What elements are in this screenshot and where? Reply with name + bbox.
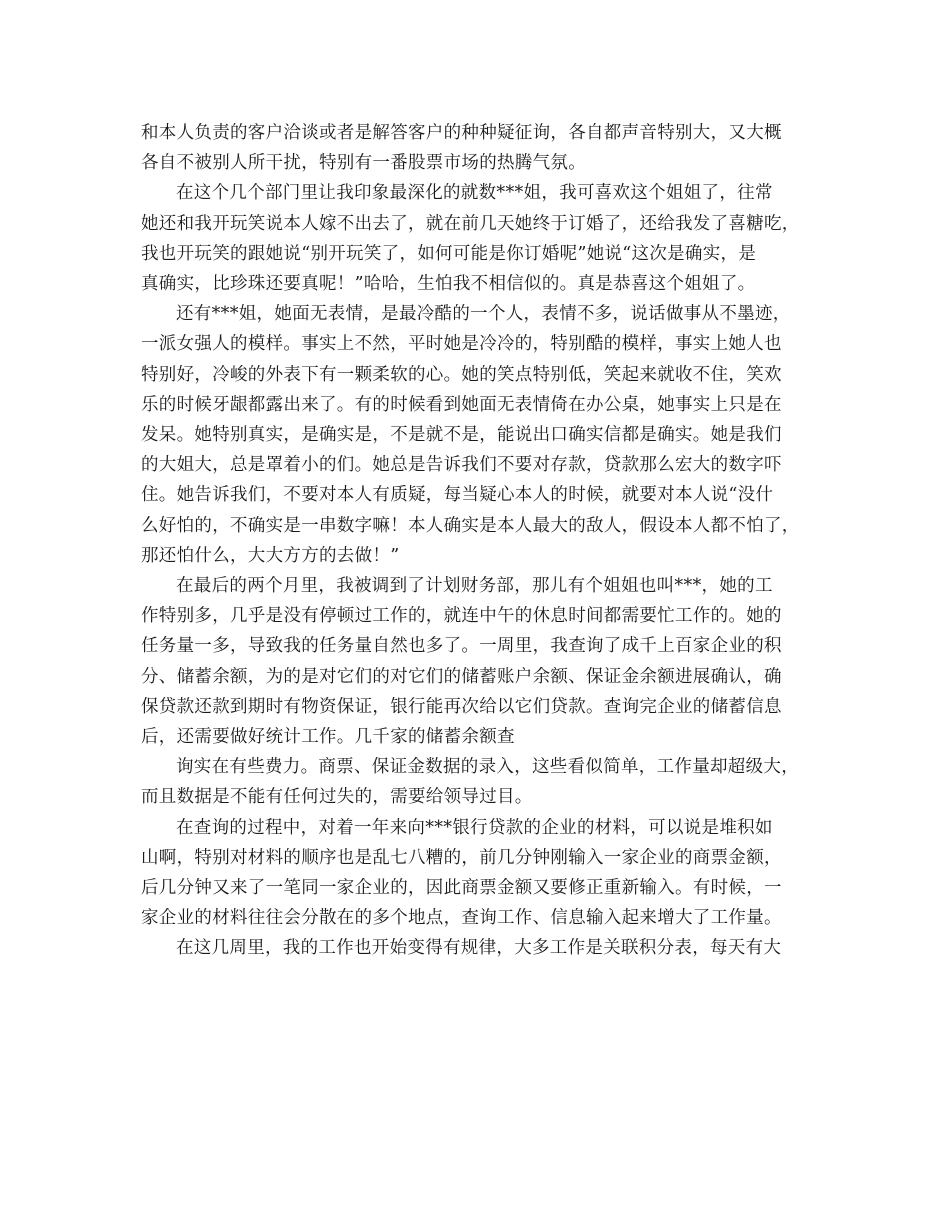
paragraph-2: 在这个几个部门里让我印象最深化的就数***姐，我可喜欢这个姐姐了，往常 她还和我开玩笑说本人嫁不出去了，就在前几天她终于订婚了，还给我发了喜糖吃， 我也开玩笑的跟她说“别开玩笑了，如何可能是你订婚呢”她说“这次是确实，是 真确实，比珍珠还要真呢！”哈哈，生怕我不相信似的。真是恭喜这个姐姐了。 bbox=[141, 183, 800, 295]
paragraph-6: 在查询的过程中，对着一年来向***银行贷款的企业的材料，可以说是堆积如 山啊，特别对材料的顺序也是乱七八糟的，前几分钟刚输入一家企业的商票金额， 后几分钟又来了一笔同一家企业的，因此商票金额又要修正重新输入。有时候，一 家企业的材料往往会分散在的多个地点，查询工作、信息输入起来增大了工作量。 bbox=[141, 817, 782, 929]
paragraph-4: 在最后的两个月里，我被调到了计划财务部，那儿有个姐姐也叫***，她的工 作特别多，几乎是没有停顿过工作的，就连中午的休息时间都需要忙工作的。她的 任务量一多，导致我的任务量自然也多了。一周里，我查询了成千上百家企业的积 分、储蓄余额，为的是对它们的对它们的储蓄账户余额、保证金余额进展确认，确 保贷款还款到期时有物资保证，银行能再次给以它们贷款。查询完企业的储蓄信息 后，还需要做好统计工作。几千家的储蓄余额查 bbox=[141, 576, 782, 748]
paragraph-7: 在这几周里，我的工作也开始变得有规律，大多工作是关联积分表，每天有大 bbox=[176, 938, 782, 959]
paragraph-1: 和本人负责的客户洽谈或者是解答客户的种种疑征询，各自都声音特别大，又大概 各自不被别人所干扰，特别有一番股票市场的热腾气氛。 bbox=[141, 123, 782, 174]
paragraph-3: 还有***姐，她面无表情，是最冷酷的一个人，表情不多，说话做事从不墨迹， 一派女强人的模样。事实上不然，平时她是冷冷的，特别酷的模样，事实上她人也 特别好，冷峻的外表下有一颗柔软的心。她的笑点特别低，笑起来就收不住，笑欢 乐的时候牙龈都露出来了。有的时候看到她面无表情倚在办公桌，她事实上只是在 发呆。她特别真实，是确实是，不是就不是，能说出口确实信都是确实。她是我们 的大姐大，总是罩着小的们。她总是告诉我们不要对存款，贷款那么宏大的数字吓 住。她告诉我们，不要对本人有质疑，每当疑心本人的时候，就要对本人说“没什 么好怕的，不确实是一串数字嘛！本人确实是本人最大的敌人，假设本人都不怕了， 那还怕什么，大大方方的去做！” bbox=[141, 304, 800, 566]
paragraph-5: 询实在有些费力。商票、保证金数据的录入，这些看似简单，工作量却超级大， 而且数据是不能有任何过失的，需要给领导过目。 bbox=[141, 757, 799, 808]
document-body bbox=[141, 118, 821, 964]
